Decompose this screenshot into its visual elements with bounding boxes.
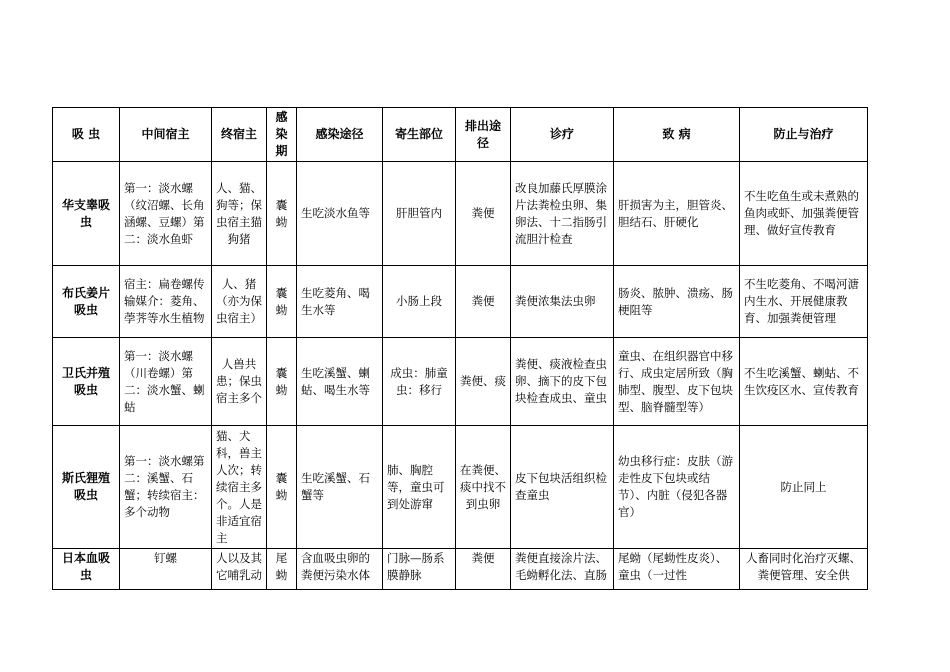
fluke-name: 斯氏狸殖吸虫 (53, 426, 120, 549)
infective-stage: 囊蚴 (267, 426, 297, 549)
definitive-host: 猫、犬科，兽主人次；转续宿主多个。人是非适宜宿主 (212, 426, 267, 549)
exit-route: 粪便 (456, 549, 511, 590)
pathology: 肝损害为主，胆管炎、胆结石、肝硬化 (614, 162, 740, 266)
prevention: 不生吃溪蟹、蝲蛄、不生饮疫区水、宣传教育 (740, 338, 868, 426)
definitive-host: 人、猫、狗等；保虫宿主猫狗猪 (212, 162, 267, 266)
header-pathology: 致 病 (614, 108, 740, 162)
intermediate-host: 第一：淡水螺（纹沼螺、长角涵螺、豆螺）第二：淡水鱼虾 (120, 162, 212, 266)
infective-stage: 尾蚴 (267, 549, 297, 590)
pathology: 童虫、在组织器官中移行、成虫定居所致（胸肺型、腹型、皮下包块型、脑脊髓型等） (614, 338, 740, 426)
exit-route: 粪便 (456, 266, 511, 338)
diagnosis: 粪便、痰液检查虫卵、摘下的皮下包块检查成虫、童虫 (511, 338, 614, 426)
parasitic-site: 小肠上段 (383, 266, 456, 338)
fluke-name: 卫氏并殖吸虫 (53, 338, 120, 426)
infection-route: 含血吸虫卵的粪便污染水体 (297, 549, 383, 590)
exit-route: 在粪便、痰中找不到虫卵 (456, 426, 511, 549)
definitive-host: 人兽共患；保虫宿主多个 (212, 338, 267, 426)
intermediate-host: 第一：淡水螺（川卷螺）第二：淡水蟹、蝲蛄 (120, 338, 212, 426)
header-diagnosis: 诊疗 (511, 108, 614, 162)
table-row (53, 162, 868, 266)
table-row (53, 338, 868, 426)
definitive-host: 人以及其它哺乳动 (212, 549, 267, 590)
header-definitive-host: 终宿主 (212, 108, 267, 162)
infective-stage: 囊蚴 (267, 338, 297, 426)
fluke-name: 华支睾吸虫 (53, 162, 120, 266)
fluke-name: 日本血吸虫 (53, 549, 120, 590)
table-row (53, 426, 868, 549)
prevention: 人畜同时化治疗灭螺、粪便管理、安全供 (740, 549, 868, 590)
table-row (53, 266, 868, 338)
infection-route: 生吃菱角、喝生水等 (297, 266, 383, 338)
infective-stage: 囊蚴 (267, 266, 297, 338)
header-row (53, 108, 868, 162)
fluke-table (52, 107, 868, 590)
parasitic-site: 门脉—肠系膜静脉 (383, 549, 456, 590)
intermediate-host: 钉螺 (120, 549, 212, 590)
pathology: 肠炎、脓肿、溃疡、肠梗阻等 (614, 266, 740, 338)
header-infection-route: 感染途径 (297, 108, 383, 162)
prevention: 防止同上 (740, 426, 868, 549)
infection-route: 生吃溪蟹、蝲蛄、喝生水等 (297, 338, 383, 426)
header-parasitic-site: 寄生部位 (383, 108, 456, 162)
header-infective-stage: 感染期 (267, 108, 297, 162)
prevention: 不生吃鱼生或未煮熟的鱼肉或虾、加强粪便管理、做好宣传教育 (740, 162, 868, 266)
parasitic-site: 肺、胸腔等，童虫可到处游窜 (383, 426, 456, 549)
diagnosis: 皮下包块活组织检查童虫 (511, 426, 614, 549)
prevention: 不生吃菱角、不喝河溏内生水、开展健康教育、加强粪便管理 (740, 266, 868, 338)
infective-stage: 囊蚴 (267, 162, 297, 266)
header-prevention: 防止与治疗 (740, 108, 868, 162)
header-intermediate-host: 中间宿主 (120, 108, 212, 162)
fluke-name: 布氏姜片吸虫 (53, 266, 120, 338)
diagnosis: 粪便直接涂片法、毛蚴孵化法、直肠 (511, 549, 614, 590)
diagnosis: 改良加藤氏厚膜涂片法粪检虫卵、集卵法、十二指肠引流胆汁检查 (511, 162, 614, 266)
diagnosis: 粪便浓集法虫卵 (511, 266, 614, 338)
infection-route: 生吃溪蟹、石蟹等 (297, 426, 383, 549)
parasitic-site: 成虫：肺童虫：移行 (383, 338, 456, 426)
table-row (53, 549, 868, 590)
intermediate-host: 第一：淡水螺第二：溪蟹、石蟹；转续宿主：多个动物 (120, 426, 212, 549)
intermediate-host: 宿主：扁卷螺传输媒介：菱角、荸荠等水生植物 (120, 266, 212, 338)
pathology: 幼虫移行症：皮肤（游走性皮下包块或结节）、内脏（侵犯各器官） (614, 426, 740, 549)
header-fluke: 吸 虫 (53, 108, 120, 162)
pathology: 尾蚴（尾蚴性皮炎）、童虫（一过性 (614, 549, 740, 590)
header-exit-route: 排出途径 (456, 108, 511, 162)
exit-route: 粪便 (456, 162, 511, 266)
infection-route: 生吃淡水鱼等 (297, 162, 383, 266)
definitive-host: 人、猪（亦为保虫宿主） (212, 266, 267, 338)
parasitic-site: 肝胆管内 (383, 162, 456, 266)
exit-route: 粪便、痰 (456, 338, 511, 426)
